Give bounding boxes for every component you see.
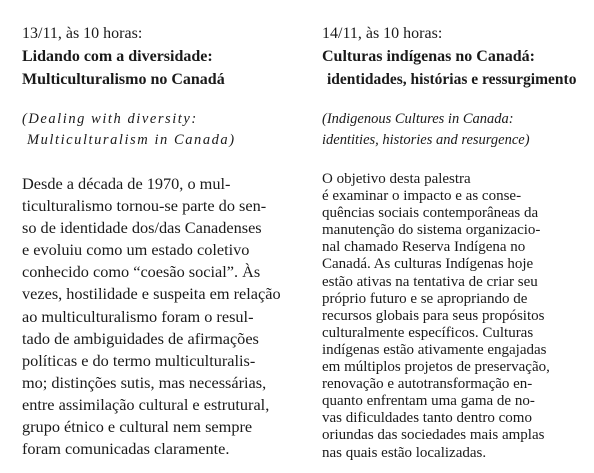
left-subtitle-line-2: Multiculturalism in Canada)	[27, 132, 236, 148]
right-subtitle-line-1: (Indigenous Cultures in Canada:	[322, 111, 514, 127]
left-body-text: Desde a década de 1970, o mul- ticulturalismo tornou-se parte do sen- so de identidade dos/das Canadenses e evoluiu como um estado coletivo conhecido como “coesão social”. Às vezes, hostilidade e suspeita em relação ao multiculturalismo foram o resul- tado de ambiguidades de afirmações políticas e do termo multiculturalis- mo; distinções sutis, mas necessárias, entre assimilação cultural e estrutural, grupo étnico e cultural nem sempre foram comunicadas claramente.	[22, 174, 281, 459]
right-body-text: O objetivo desta palestra é examinar o impacto e as conse- quências sociais contemporâneas da manutenção do sistema organizacio- nal chamado Reserva Indígena no Canadá. As culturas Indígenas hoje estão ativas na tentativa de criar seu próprio futuro e se apropriando de recursos globais para seus propósitos culturalmente específicos. Culturas indígenas estão ativamente engajadas em múltiplos projetos de preservação, renovação e autotransformação en- quanto enfrentam uma gama de no- vas dificuldades tanto dentro como oriundas das sociedades mais amplas nas quais estão localizadas.	[322, 171, 550, 461]
left-subtitle-line-1: (Dealing with diversity:	[22, 111, 198, 127]
left-title-line-1: Lidando com a diversidade:	[22, 48, 213, 65]
left-date: 13/11, às 10 horas:	[22, 25, 143, 42]
right-title-line-1: Culturas indígenas no Canadá:	[322, 48, 535, 65]
right-subtitle-line-2: identities, histories and resurgence)	[322, 132, 530, 148]
right-title-line-2: identidades, histórias e ressurgimento	[327, 71, 577, 88]
right-date: 14/11, às 10 horas:	[322, 25, 443, 42]
left-title-line-2: Multiculturalismo no Canadá	[22, 71, 225, 88]
